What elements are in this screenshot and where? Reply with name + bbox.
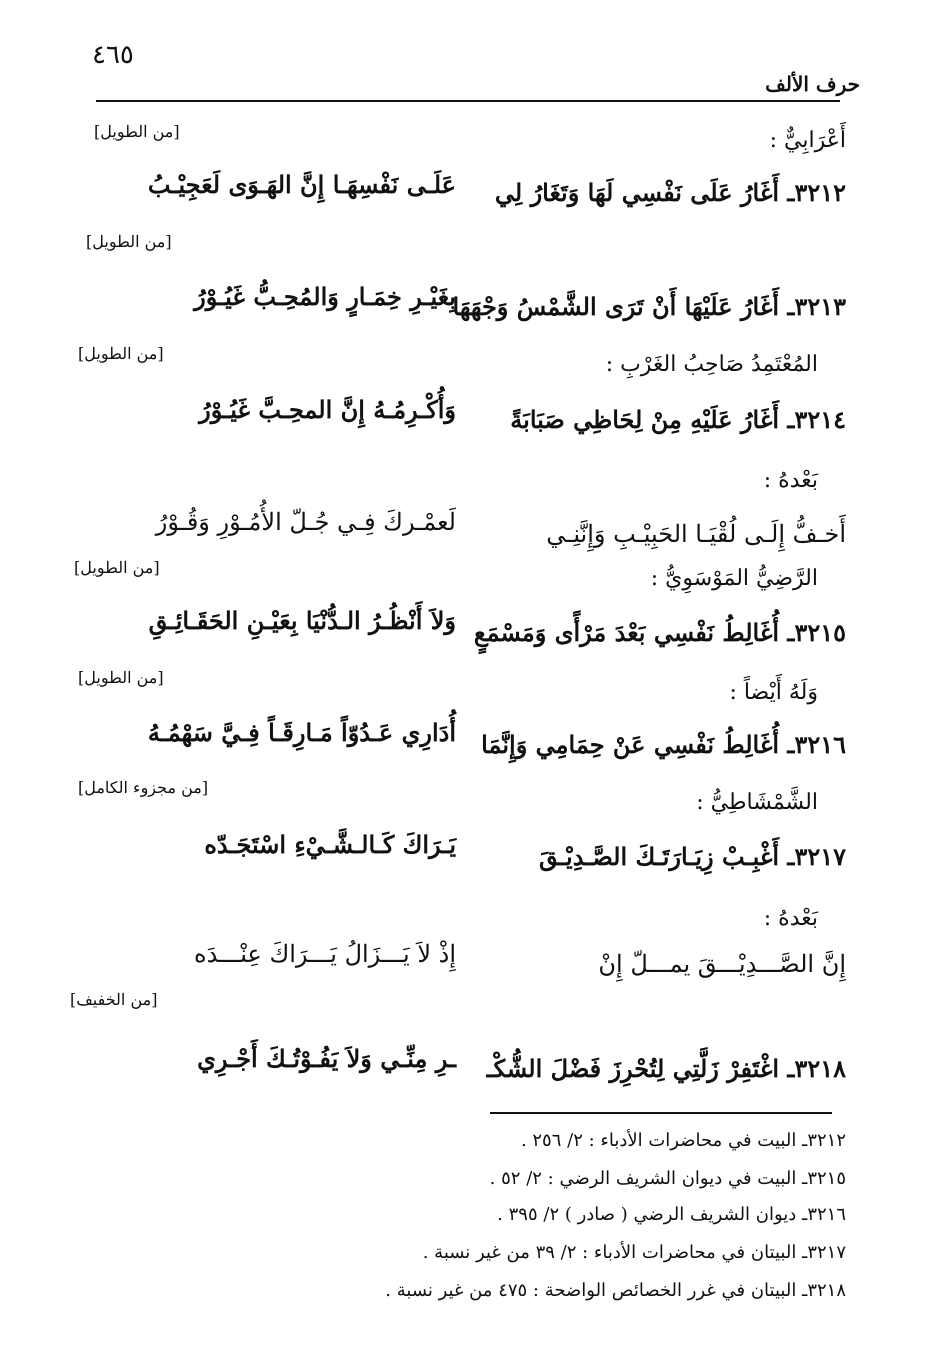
footnote: ٣٢١٥ـ البيت في ديوان الشريف الرضي : ٢/ ٥٢ . (489, 1168, 846, 1189)
verse-ajuz: أُدَارِي عَـدُوّاً مَـارِقَـاً فِـيَّ سَهْمُـهُ (147, 718, 456, 747)
poet-attribution: الشَّمْشَاطِيُّ : (696, 790, 818, 815)
meter-label: [من الطويل] (78, 668, 164, 687)
poet-attribution: بَعْدهُ : (763, 906, 818, 931)
poet-attribution: الرَّضِيُّ المَوْسَوِيُّ : (650, 566, 818, 591)
verse-sadr: ٣٢١٨ـ اغْتَفِرْ زَلَّتِي لِتُحْرِزَ فَضْلَ الشُّكْـ (486, 1054, 846, 1083)
meter-label: [من الطويل] (94, 122, 180, 141)
verse-ajuz: عَلَـى نَفْسِهَـا إِنَّ الهَـوَى لَعَجِيْـبُ (147, 170, 456, 199)
verse-sadr: أَخـفُّ إِلَـى لُقْيَـا الحَبِيْـبِ وَإِنَّنِـي (546, 520, 846, 548)
header-rule (96, 100, 840, 102)
verse-sadr: ٣٢١٥ـ أُغَالِطُ نَفْسِي بَعْدَ مَرْأًى وَمَسْمَعٍ (473, 618, 846, 647)
verse-sadr: ٣٢١٧ـ أَغْبِـبْ زِيَـارَتَـكَ الصَّـدِيْـقَ (538, 842, 846, 871)
verse-sadr: ٣٢١٤ـ أَغَارُ عَلَيْهِ مِنْ لِحَاظِي صَبَابَةً (510, 405, 846, 434)
meter-label: [من مجزوء الكامل] (78, 778, 209, 797)
verse-ajuz: وَلاَ أَنْظُـرُ الـدُّنْيَا بِعَيْـنِ الحَقَـائِـقِ (148, 606, 456, 635)
verse-ajuz: بِغَيْـرِ خِمَـارٍ وَالمُحِـبُّ غَيُـوْرُ (194, 282, 456, 311)
verse-sadr: ٣٢١٦ـ أُغَالِطُ نَفْسِي عَنْ حِمَامِي وَإِنَّمَا (481, 730, 846, 759)
verse-sadr: إِنَّ الصَّـــدِيْـــقَ يمـــلّ إِنْ (598, 950, 846, 978)
poet-attribution: المُعْتَمِدُ صَاحِبُ الغَرْبِ : (605, 352, 818, 377)
poet-attribution: بَعْدهُ : (763, 468, 818, 493)
footnote: ٣٢١٦ـ ديوان الشريف الرضي ( صادر ) ٢/ ٣٩٥ . (497, 1204, 846, 1225)
page-number: ٤٦٥ (92, 40, 134, 70)
verse-ajuz: لَعمْـركَ فِـي جُـلّ الأُمُـوْرِ وَقُـوْرُ (155, 508, 456, 536)
poet-attribution: أَعْرَابِيٌّ : (769, 128, 846, 153)
verse-sadr: ٣٢١٢ـ أَغَارُ عَلَى نَفْسِي لَهَا وَتَغَارُ لِي (494, 178, 846, 207)
footnote: ٣٢١٢ـ البيت في محاضرات الأدباء : ٢/ ٢٥٦ . (520, 1130, 846, 1151)
poet-attribution: وَلَهُ أَيْضاً : (729, 680, 818, 705)
verse-ajuz: يَـرَاكَ كَـالـشَّـيْءِ اسْتَجَـدّه (204, 830, 456, 859)
footnote: ٣٢١٧ـ البيتان في محاضرات الأدباء : ٢/ ٣٩ من غير نسبة . (422, 1242, 846, 1263)
verse-ajuz: ـرِ مِنِّـي وَلاَ يَفُـوْتُـكَ أَجْـرِي (197, 1044, 456, 1073)
meter-label: [من الطويل] (78, 344, 164, 363)
verse-ajuz: إِذْ لاَ يَـــزَالُ يَـــرَاكَ عِنْـــدَه (194, 940, 456, 968)
meter-label: [من الخفيف] (70, 990, 158, 1009)
verse-ajuz: وَأُكْـرِمُـهُ إِنَّ المحِـبَّ غَيُـوْرُ (199, 395, 456, 424)
running-head: حرف الألف (765, 72, 860, 96)
meter-label: [من الطويل] (74, 558, 160, 577)
footnote-rule (490, 1112, 832, 1114)
footnote: ٣٢١٨ـ البيتان في غرر الخصائص الواضحة : ٤٧٥ من غير نسبة . (385, 1280, 846, 1301)
verse-sadr: ٣٢١٣ـ أَغَارُ عَلَيْهَا أَنْ تَرَى الشَّمْسُ وَجْهَهَا (452, 292, 846, 321)
meter-label: [من الطويل] (86, 232, 172, 251)
